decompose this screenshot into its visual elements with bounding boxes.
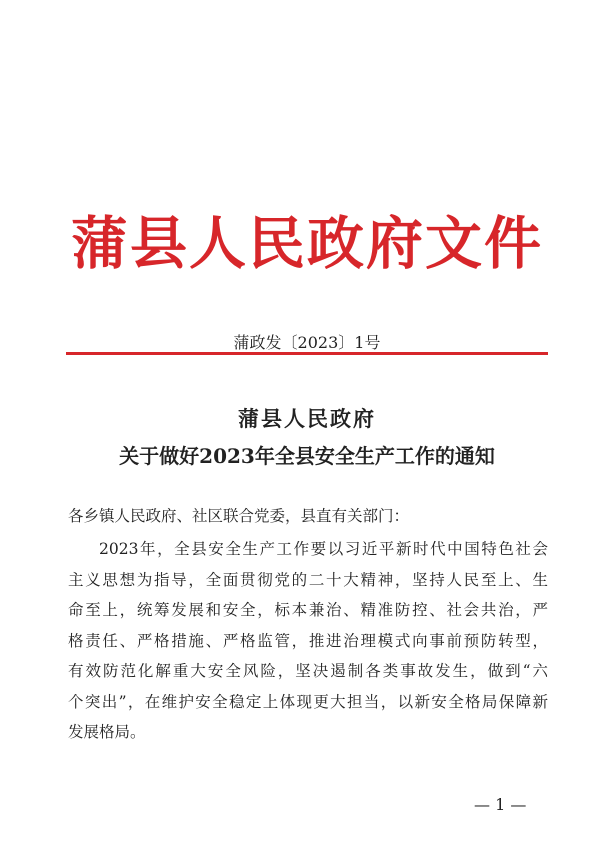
body-line: 有效防范化解重大安全风险，坚决遏制各类事故发生，做到“六 [68, 662, 548, 680]
body-line: 主义思想为指导，全面贯彻党的二十大精神，坚持人民至上、生 [68, 570, 548, 589]
body-paragraph [68, 538, 548, 752]
body-line: 格责任、严格措施、严格监管，推进治理模式向事前预防转型， [68, 631, 548, 650]
salutation: 各乡镇人民政府、社区联合党委，县直有关部门： [68, 507, 410, 525]
body-line: 发展格局。 [68, 723, 146, 741]
page-number: — 1 — [474, 795, 527, 814]
document-header: 蒲县人民政府文件 [71, 210, 543, 277]
document-number: 蒲政发〔2023〕1号 [233, 333, 381, 352]
body-line: 命至上，统筹发展和安全，标本兼治、精准防控、社会共治，严 [68, 601, 548, 619]
title-subject: 关于做好2023年全县安全生产工作的通知 [119, 444, 495, 468]
title-issuer: 蒲县人民政府 [238, 406, 376, 431]
body-line: 2023年，全县安全生产工作要以习近平新时代中国特色社会 [99, 540, 548, 558]
red-divider [66, 352, 548, 355]
body-line: 个突出”，在维护安全稳定上体现更大担当，以新安全格局保障新 [68, 692, 548, 711]
